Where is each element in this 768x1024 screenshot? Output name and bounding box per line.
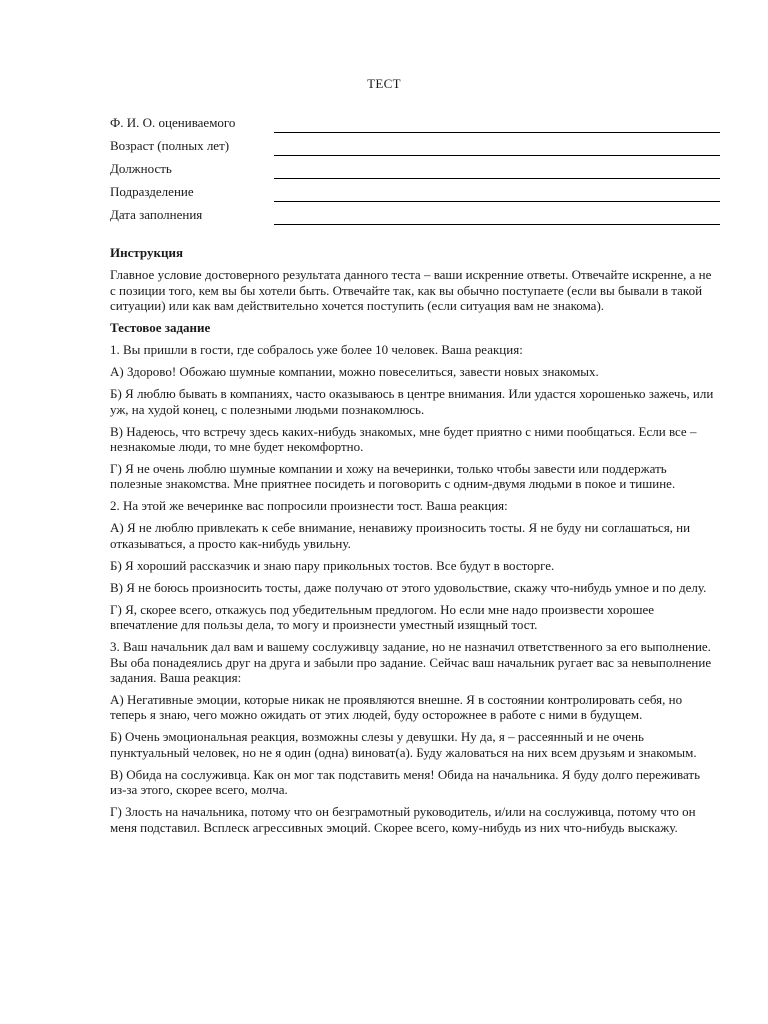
answer-option: Б) Очень эмоциональная реакция, возможны слезы у девушки. Ну да, я – рассеянный и не очень пунктуальный человек, но не я один (одна) виноват(а). Буду жаловаться на них всем друзьям и знакомым. [110, 729, 697, 760]
instruction-heading: Инструкция [110, 245, 183, 260]
answer-option: В) Надеюсь, что встречу здесь каких-нибудь знакомых, мне будет приятно с ними пообщаться. Если все – незнакомые люди, то мне будет некомфортно. [110, 423, 697, 455]
question-text: 3. Ваш начальник дал вам и вашему сослуживцу задание, но не назначил ответственного за его выполнение. Вы оба понадеялись друг на друга и забыли про задание. Сейчас ваш начальник ругает вас за невыполнение задания. Ваша реакция: [110, 639, 712, 686]
instruction-text: Главное условие достоверного результата данного теста – ваши искренние ответы. Отвечайте искренне, а не с позиции того, кем вы бы хотели быть. Отвечайте так, как вы обычно поступаете (если вы бывали в такой ситуации) или как вам действительно хочется поступить (если ситуация вам не знакома). [110, 267, 712, 314]
form-field-position [110, 161, 720, 179]
field-label: Подразделение [110, 184, 194, 199]
answer-option: Б) Я люблю бывать в компаниях, часто оказываюсь в центре внимания. Или удастся хорошенько зажечь, или уж, на худой конец, с полезными людьми познакомлюсь. [110, 386, 714, 417]
answer-option: В) Я не боюсь произносить тосты, даже получаю от этого удовольствие, скажу что-нибудь умное и по делу. [110, 579, 707, 595]
question-text: 2. На этой же вечеринке вас попросили произнести тост. Ваша реакция: [110, 498, 508, 514]
fill-in-line[interactable] [274, 178, 720, 179]
document-body [110, 245, 716, 842]
answer-option: Б) Я хороший рассказчик и знаю пару прикольных тостов. Все будут в восторге. [110, 557, 555, 573]
field-label: Возраст (полных лет) [110, 138, 230, 153]
answer-option: А) Негативные эмоции, которые никак не проявляются внешне. Я в состоянии контролировать себя, но теперь я знаю, чего можно ожидать от этих людей, буду осторожнее в работе с ними в будущем. [110, 692, 683, 723]
document-title: ТЕСТ [367, 76, 401, 91]
answer-option: Г) Я, скорее всего, откажусь под убедительным предлогом. Но если мне надо произвести хорошее впечатление для пользы дела, то могу и произнести уместный изящный тост. [110, 601, 655, 633]
fill-in-line[interactable] [274, 155, 720, 156]
fill-in-line[interactable] [274, 224, 720, 225]
fill-in-line[interactable] [274, 201, 720, 202]
task-heading: Тестовое задание [110, 320, 211, 336]
answer-option: В) Обида на сослуживца. Как он мог так подставить меня! Обида на начальника. Я буду долго переживать из-за этого, скорее всего, молча. [110, 766, 701, 798]
fill-in-line[interactable] [274, 132, 720, 133]
form-field-full-name [110, 115, 720, 133]
field-label: Должность [110, 161, 172, 176]
answer-option: Г) Я не очень люблю шумные компании и хожу на вечеринки, только чтобы завести или поддержать полезные знакомства. Мне приятнее посидеть и поговорить с одним-двумя людьми в покое и тишине. [110, 461, 676, 492]
answer-option: А) Я не люблю привлекать к себе внимание, ненавижу произносить тосты. Я не буду ни соглашаться, ни отказываться, а просто как-нибудь увильну. [110, 520, 691, 551]
field-label: Дата заполнения [110, 207, 203, 222]
form-field-date [110, 207, 720, 225]
form-field-department [110, 184, 720, 202]
question-text: 1. Вы пришли в гости, где собралось уже более 10 человек. Ваша реакция: [110, 342, 523, 358]
answer-option: А) Здорово! Обожаю шумные компании, можно повеселиться, завести новых знакомых. [110, 364, 599, 380]
field-label: Ф. И. О. оцениваемого [110, 115, 236, 130]
answer-option: Г) Злость на начальника, потому что он безграмотный руководитель, и/или на сослуживца, потому что он меня подставил. Всплеск агрессивных эмоций. Скорее всего, кому-нибудь из них что-нибудь выскажу. [110, 804, 696, 835]
form-field-age [110, 138, 720, 156]
